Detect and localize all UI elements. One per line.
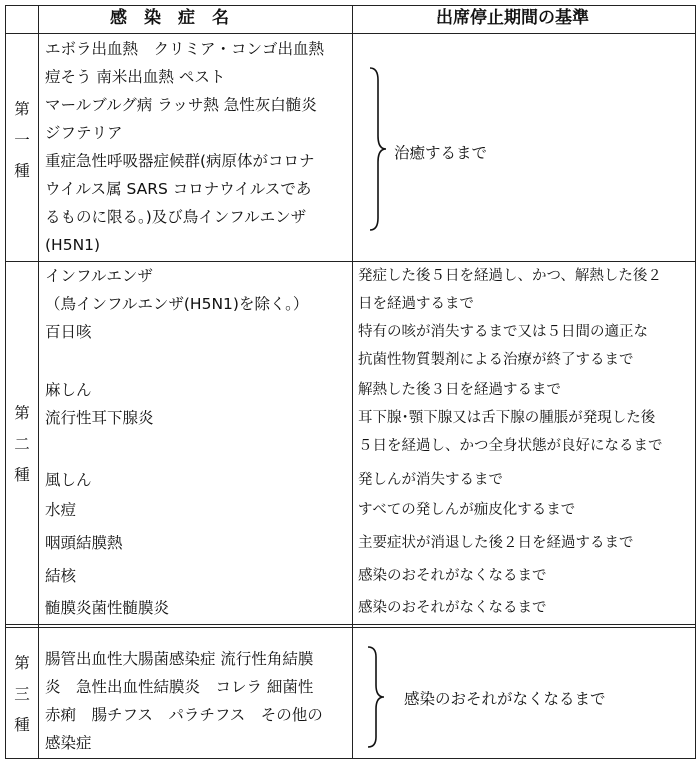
table-border-bottom — [5, 758, 696, 759]
criteria-line: 特有の咳が消失するまで又は５日間の適正な — [358, 324, 648, 340]
category-label-1 — [12, 94, 32, 187]
row-divider-2-3 — [5, 624, 696, 625]
criteria-line: 感染のおそれがなくなるまで — [358, 568, 547, 584]
criteria-line: 感染のおそれがなくなるまで — [358, 600, 547, 616]
disease-line: 結核 — [45, 567, 77, 585]
disease-line: 麻しん — [45, 381, 92, 399]
category-char: 種 — [14, 466, 30, 484]
criteria-line: 発症した後５日を経過し、かつ、解熱した後２ — [358, 268, 662, 284]
disease-line: ジフテリア — [45, 124, 123, 142]
disease-line: マールブルグ病 ラッサ熱 急性灰白髄炎 — [45, 96, 317, 114]
header-divider — [5, 33, 696, 34]
category-label-3 — [12, 648, 32, 741]
table-border-top — [5, 5, 696, 6]
criteria-line: すべての発しんが痂皮化するまで — [358, 502, 576, 518]
criteria-line: ５日を経過し、かつ全身状態が良好になるまで — [358, 438, 663, 454]
disease-line: 百日咳 — [45, 323, 92, 341]
criteria-text: 感染のおそれがなくなるまで — [404, 690, 606, 708]
table-border-left — [5, 5, 6, 759]
category-char: 第 — [14, 100, 30, 118]
disease-line: （鳥インフルエンザ(H5N1)を除く。） — [45, 295, 309, 313]
category-char: 種 — [14, 162, 30, 180]
category-char: 三 — [14, 685, 30, 703]
disease-line: るものに限る。)及び鳥インフルエンザ — [45, 208, 307, 226]
disease-line: 腸管出血性大腸菌感染症 流行性角結膜 — [45, 650, 314, 668]
category-label-2 — [12, 398, 32, 491]
category-char: 第 — [14, 404, 30, 422]
criteria-line: 日を経過するまで — [358, 296, 474, 312]
right-brace-icon — [364, 645, 386, 749]
category-char: 一 — [14, 131, 30, 149]
disease-line: 咽頭結膜熱 — [45, 534, 123, 552]
category-char: 二 — [14, 435, 30, 453]
disease-line: 赤痢 腸チフス パラチフス その他の — [45, 706, 323, 724]
disease-line: 流行性耳下腺炎 — [45, 409, 154, 427]
disease-line: (H5N1) — [45, 236, 101, 254]
disease-line: 感染症 — [45, 734, 92, 752]
criteria-text: 治癒するまで — [394, 144, 488, 162]
criteria-line: 解熱した後３日を経過するまで — [358, 382, 561, 398]
right-brace-icon — [366, 66, 388, 232]
disease-line: 髄膜炎菌性髄膜炎 — [45, 599, 170, 617]
header-criteria: 出席停止期間の基準 — [436, 8, 589, 28]
criteria-line: 抗菌性物質製剤による治療が終了するまで — [358, 352, 634, 368]
criteria-line: 耳下腺･顎下腺又は舌下腺の腫脹が発現した後 — [358, 410, 656, 426]
disease-line: エボラ出血熱 クリミア・コンゴ出血熱 — [45, 40, 325, 58]
column-divider-category — [38, 5, 39, 759]
criteria-line: 発しんが消失するまで — [358, 472, 503, 488]
disease-line: インフルエンザ — [45, 267, 153, 285]
row-divider-2-3b — [5, 627, 696, 628]
disease-line: 風しん — [45, 471, 92, 489]
row-divider-1-2 — [5, 261, 696, 262]
category-char: 第 — [14, 654, 30, 672]
disease-line: 水痘 — [45, 501, 77, 519]
disease-line: 炎 急性出血性結膜炎 コレラ 細菌性 — [45, 678, 314, 696]
disease-line: 重症急性呼吸器症候群(病原体がコロナ — [45, 152, 315, 170]
category-char: 種 — [14, 716, 30, 734]
column-divider-criteria — [352, 5, 353, 759]
disease-line: 痘そう 南米出血熱 ペスト — [45, 68, 226, 86]
criteria-line: 主要症状が消退した後２日を経過するまで — [358, 535, 634, 551]
header-disease-name: 感 染 症 名 — [110, 8, 229, 28]
table-border-right — [695, 5, 696, 759]
disease-line: ウイルス属 SARS コロナウイルスであ — [45, 180, 312, 198]
